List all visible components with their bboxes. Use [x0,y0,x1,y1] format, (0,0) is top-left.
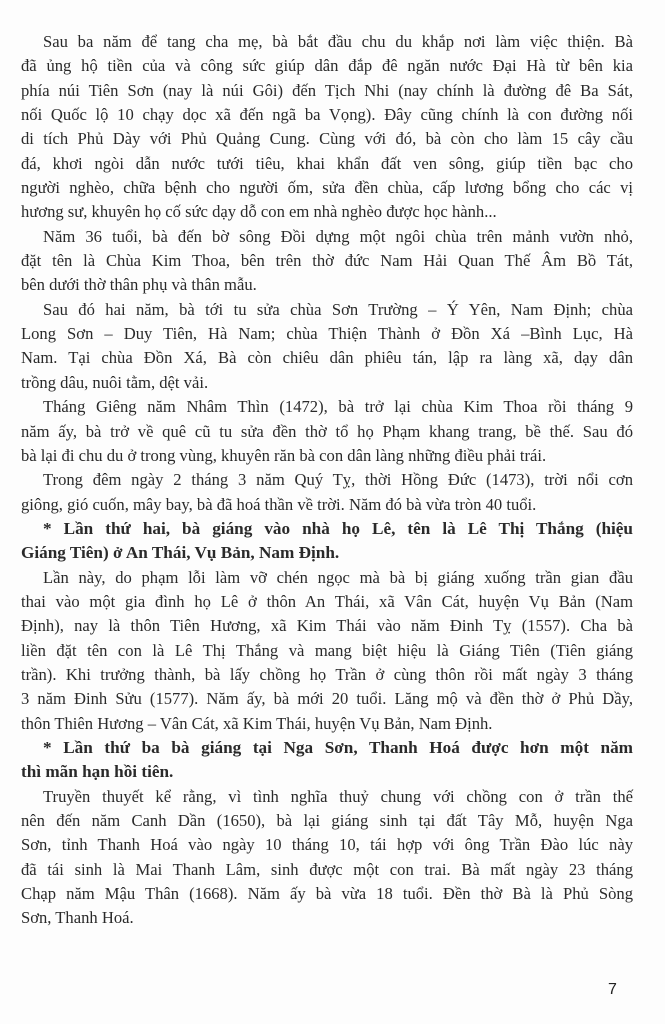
section-heading [21,736,633,785]
text-line: liền đặt tên con là Lê Thị Thắng và mang biệt hiệu là Giáng Tiên (Tiên giáng [21,640,633,660]
text-line: đặt tên là Chùa Kim Thoa, bên trên thờ đức Nam Hải Quan Thế Âm Bồ Tát, [21,251,633,271]
text-line: Truyền thuyết kể rằng, vì tình nghĩa thuỷ chung với chồng con ở trần thế [43,786,633,806]
text-line: Năm 36 tuổi, bà đến bờ sông Đồi dựng một ngôi chùa trên mảnh vườn nhỏ, [43,226,633,246]
text-line: trần). Khi trưởng thành, bà lấy chồng họ Trần ở cùng thôn rồi mất ngày 3 tháng [21,664,633,684]
text-line: người nghèo, chữa bệnh cho người ốm, sửa đền chùa, cấp lương bổng cho các vị [21,178,633,198]
text-line: Long Sơn – Duy Tiên, Hà Nam; chùa Thiện Thành ở Đồn Xá –Bình Lục, Hà [21,324,633,344]
paragraph [21,468,633,517]
text-line: Sơn, tỉnh Thanh Hoá vào ngày 10 tháng 10, tái hợp với ông Trần Đào lúc này [21,835,633,855]
text-line: nên đến năm Canh Dần (1650), bà lại giáng sinh tại đất Tây Mỗ, huyện Nga [21,811,633,830]
text-line: hương sư, khuyên họ cố sức dạy dỗ con em nhà nghèo được học hành... [21,202,497,222]
text-line: Sau đó hai năm, bà tới tu sửa chùa Sơn Trường – Ý Yên, Nam Định; chùa [43,299,633,319]
text-line: Sau ba năm để tang cha mẹ, bà bắt đầu chu du khắp nơi làm việc thiện. Bà [43,32,633,51]
paragraph [21,566,633,736]
paragraph [21,225,633,298]
text-line: bên dưới thờ thân phụ và thân mẫu. [21,275,257,295]
text-line: Chạp năm Mậu Thân (1668). Năm ấy bà vừa 18 tuổi. Đền thờ Bà là Phủ Sòng [21,884,633,904]
text-line: Giáng Tiên) ở An Thái, Vụ Bản, Nam Định. [21,543,340,563]
text-line: đã ủng hộ tiền của và công sức giúp dân đắp đê ngăn nước Đại Hà từ bên kia [21,56,633,76]
text-line: trồng dâu, nuôi tằm, dệt vải. [21,372,209,392]
text-line: Sơn, Thanh Hoá. [21,908,134,928]
text-line: * Lần thứ ba bà giáng tại Nga Sơn, Thanh Hoá được hơn một năm [43,737,633,757]
section-heading [21,517,633,566]
text-line: giông, gió cuốn, mây bay, bà đã hoá thần về trời. Năm đó bà vừa tròn 40 tuổi. [21,494,537,514]
text-line: di tích Phủ Dày với Phủ Quảng Cung. Cùng với đó, bà còn cho làm 15 cây cầu [21,129,633,149]
text-line: nối Quốc lộ 10 chạy dọc xã đến ngã ba Vọng). Đây cũng chính là con đường nối [21,105,633,125]
text-line: năm ấy, bà trở về quê cũ tu sửa đền thờ tổ họ Phạm khang trang, bề thế. Sau đó [21,421,633,441]
paragraph [21,30,633,225]
text-line: Trong đêm ngày 2 tháng 3 năm Quý Tỵ, thời Hồng Đức (1473), trời nổi cơn [43,470,633,490]
text-line: phía núi Tiên Sơn (nay là núi Gôi) đến Tịch Nhi (nay chính là đường đê Ba Sát, [21,80,633,100]
text-line: bà lại đi chu du ở trong vùng, khuyên răn bà con dân làng những điều phải trái. [21,445,547,465]
text-line: Lần này, do phạm lỗi làm vỡ chén ngọc mà bà bị giáng xuống trần gian đầu [43,567,633,587]
text-line: Nam. Tại chùa Đồn Xá, Bà còn chiêu dân phiêu tán, lập ra làng xã, dạy dân [21,348,633,368]
paragraph [21,298,633,395]
paragraph [21,785,633,931]
page-body-text [21,30,633,931]
text-line: đá, khơi ngòi dẫn nước tưới tiêu, khai khẩn đất ven sông, giúp tiền bạc cho [21,153,633,173]
text-line: thì mãn hạn hồi tiên. [21,762,174,782]
text-line: Tháng Giêng năm Nhâm Thìn (1472), bà trở lại chùa Kim Thoa rồi tháng 9 [43,397,633,417]
text-line: thôn Thiên Hương – Vân Cát, xã Kim Thái, huyện Vụ Bản, Nam Định. [21,713,493,733]
text-line: Định), nay là thôn Tiên Hương, xã Kim Thái vào năm Đinh Tỵ (1557). Cha bà [21,616,633,636]
text-line: đã tái sinh là Mai Thanh Lâm, sinh được một con trai. Bà mất ngày 23 tháng [21,859,633,879]
page-number: 7 [608,981,617,998]
text-line: * Lần thứ hai, bà giáng vào nhà họ Lê, tên là Lê Thị Thắng (hiệu [43,518,633,538]
paragraph [21,395,633,468]
text-line: 3 năm Đinh Sửu (1577). Năm ấy, bà mới 20 tuổi. Lăng mộ và đền thờ ở Phủ Dầy, [21,689,633,709]
text-line: thai vào một gia đình họ Lê ở thôn An Thái, xã Vân Cát, huyện Vụ Bản (Nam [21,591,633,611]
